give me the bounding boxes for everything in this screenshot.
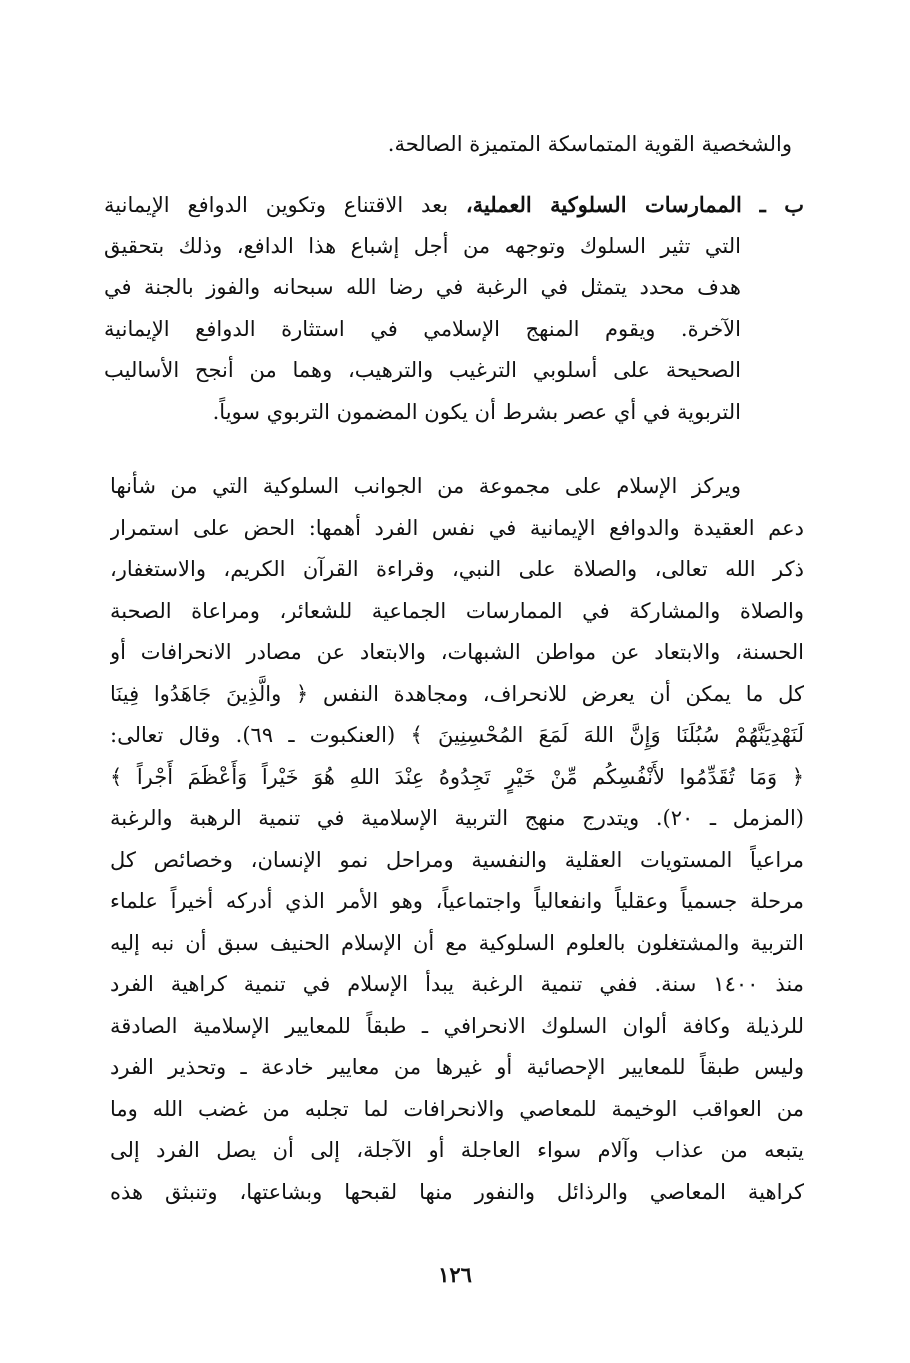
text-line: من العواقب الوخيمة للمعاصي والانحرافات لما تجلبه من غضب الله وما <box>110 1096 804 1121</box>
paragraph <box>110 466 804 1213</box>
text-line: هدف محدد يتمثل في الرغبة في رضا الله سبحانه والفوز بالجنة في <box>104 275 741 299</box>
text-line: التي تثير السلوك وتوجهه من أجل إشباع هذا الدافع، وذلك بتحقيق <box>104 233 741 258</box>
text-line: التربوية في أي عصر بشرط أن يكون المضمون التربوي سوياً. <box>212 399 741 424</box>
text-line: ذكر الله تعالى، والصلاة على النبي، وقراءة القرآن الكريم، والاستغفار، <box>110 557 804 581</box>
text-line: مراعياً المستويات العقلية والنفسية ومراحل نمو الإنسان، وخصائص كل <box>110 847 804 872</box>
text-line: التربية والمشتغلون بالعلوم السلوكية مع أن الإسلام الحنيف سبق أن نبه إليه <box>110 930 804 955</box>
text-line: دعم العقيدة والدوافع الإيمانية في نفس الفرد أهمها: الحض على استمرار <box>110 515 804 540</box>
intro-line <box>92 124 792 166</box>
text-line: وليس طبقاً للمعايير الإحصائية أو غيرها من معايير خادعة ـ وتحذير الفرد <box>110 1055 804 1079</box>
text-line: والصلاة والمشاركة في الممارسات الجماعية للشعائر، ومراعاة الصحبة <box>110 598 804 623</box>
text-line: ويركز الإسلام على مجموعة من الجوانب السلوكية التي من شأنها <box>110 474 741 498</box>
item-title: الممارسات السلوكية العملية، <box>465 192 742 217</box>
quran-verse-line: لَنَهْدِيَنَّهُمْ سُبُلَنَا وَإِنَّ اللهَ لَمَعَ المُحْسِنِينَ ﴾ (العنكبوت ـ ٦٩). وقال تعالى: <box>110 723 804 747</box>
text-line: كراهية المعاصي والرذائل والنفور منها لقبحها وبشاعتها، وتنبثق هذه <box>110 1179 804 1204</box>
item-first-line-rest: بعد الاقتناع وتكوين الدوافع الإيمانية <box>104 193 449 217</box>
text-line: الحسنة، والابتعاد عن مواطن الشبهات، والابتعاد عن مصادر الانحرافات أو <box>110 640 804 664</box>
text-line: والشخصية القوية المتماسكة المتميزة الصالحة. <box>387 132 792 156</box>
text-line: للرذيلة وكافة ألوان السلوك الانحرافي ـ طبقاً للمعايير الإسلامية الصادقة <box>110 1013 804 1038</box>
item-marker: ب ـ <box>759 192 804 217</box>
page-number: ١٢٦ <box>438 1262 472 1287</box>
list-item-b <box>104 184 804 433</box>
text-line: كل ما يمكن أن يعرض للانحراف، ومجاهدة النفس ﴿ والَّذِينَ جَاهَدُوا فِينَا <box>110 681 804 706</box>
text-line: الصحيحة على أسلوبي الترغيب والترهيب، وهما من أنجح الأساليب <box>104 358 741 382</box>
text-line: مرحلة جسمياً وعقلياً وانفعالياً واجتماعياً، وهو الأمر الذي أدركه أخيراً علماء <box>110 889 804 913</box>
quran-verse-line: ﴿ وَمَا تُقَدِّمُوا لأَنْفُسِكُم مِّنْ خَيْرٍ تَجِدُوهُ عِنْدَ اللهِ هُوَ خَيْراً وَأَعْظَمَ أَجْراً ﴾ <box>110 764 804 789</box>
text-line: الآخرة. ويقوم المنهج الإسلامي في استثارة الدوافع الإيمانية <box>104 316 741 341</box>
text-line <box>104 184 804 226</box>
text-line: (المزمل ـ ٢٠). ويتدرج منهج التربية الإسلامية في تنمية الرهبة والرغبة <box>110 806 804 830</box>
text-line: يتبعه من عذاب وآلام سواء العاجلة أو الآجلة، إلى أن يصل الفرد إلى <box>110 1138 804 1162</box>
text-line: منذ ١٤٠٠ سنة. ففي تنمية الرغبة يبدأ الإسلام في تنمية كراهية الفرد <box>110 972 804 996</box>
